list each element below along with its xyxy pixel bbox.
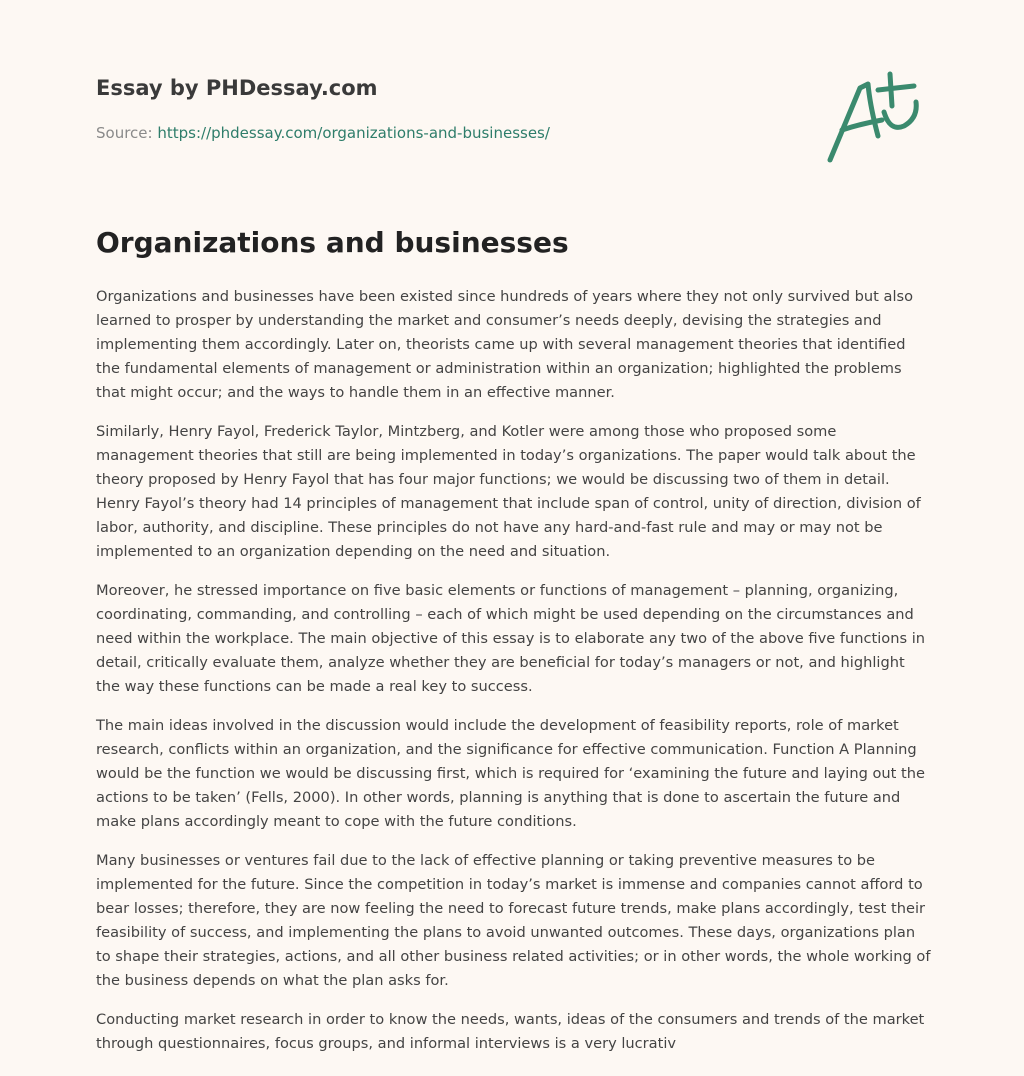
source-link[interactable]: https://phdessay.com/organizations-and-businesses/ xyxy=(157,124,550,142)
a-plus-logo-icon xyxy=(820,66,930,166)
essay-title: Organizations and businesses xyxy=(96,226,569,259)
essay-paragraph: Many businesses or ventures fail due to the lack of effective planning or taking preventive measures to be implemented for the future. Since the competition in today’s market is immense and companies cannot afford to bear losses; therefore, they are now feeling the need to forecast future trends, make plans accordingly, test their feasibility of success, and implementing the plans to avoid unwanted outcomes. These days, organizations plan to shape their strategies, actions, and all other business related activities; or in other words, the whole working of the business depends on what the plan asks for. xyxy=(96,852,931,989)
source-line xyxy=(96,124,550,142)
source-label: Source: xyxy=(96,124,153,142)
essay-paragraph: Organizations and businesses have been existed since hundreds of years where they not only survived but also learned to prosper by understanding the market and consumer’s needs deeply, devising the strategies and implementing them accordingly. Later on, theorists came up with several management theories that identified the fundamental elements of management or administration within an organization; highlighted the problems that might occur; and the ways to handle them in an effective manner. xyxy=(96,288,914,401)
site-title: Essay by PHDessay.com xyxy=(96,76,378,100)
essay-paragraph: Conducting market research in order to know the needs, wants, ideas of the consumers and trends of the market through questionnaires, focus groups, and informal interviews is a very lucrativ xyxy=(96,1011,925,1052)
essay-paragraph: Similarly, Henry Fayol, Frederick Taylor, Mintzberg, and Kotler were among those who proposed some management theories that still are being implemented in today’s organizations. The paper would talk about the theory proposed by Henry Fayol that has four major functions; we would be discussing two of them in detail. Henry Fayol’s theory had 14 principles of management that include span of control, unity of direction, division of labor, authority, and discipline. These principles do not have any hard-and-fast rule and may or may not be implemented to an organization depending on the need and situation. xyxy=(96,423,921,560)
essay-paragraph: Moreover, he stressed importance on five basic elements or functions of management – planning, organizing, coordinating, commanding, and controlling – each of which might be used depending on the circumstances and need within the workplace. The main objective of this essay is to elaborate any two of the above five functions in detail, critically evaluate them, analyze whether they are beneficial for today’s managers or not, and highlight the way these functions can be made a real key to success. xyxy=(96,582,926,695)
essay-body xyxy=(96,285,932,1071)
essay-paragraph: The main ideas involved in the discussion would include the development of feasibility reports, role of market research, conflicts within an organization, and the significance for effective communication. Function A Planning would be the function we would be discussing first, which is required for ‘examining the future and laying out the actions to be taken’ (Fells, 2000). In other words, planning is anything that is done to ascertain the future and make plans accordingly meant to cope with the future conditions. xyxy=(96,717,925,830)
